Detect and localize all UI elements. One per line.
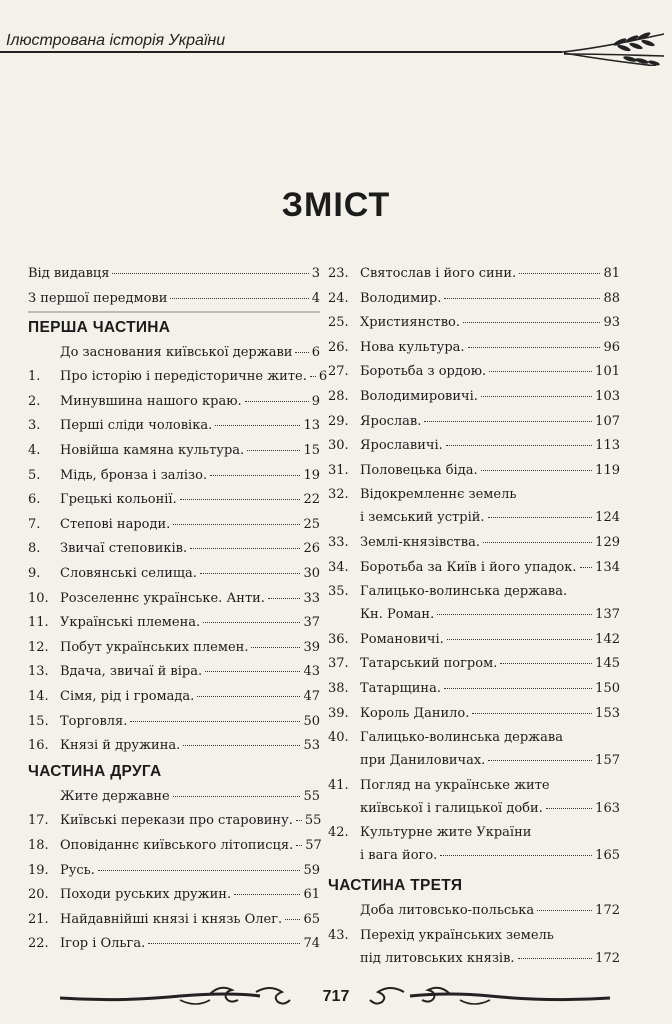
toc-entry[interactable]: 39. Король Данило. 153 [328, 705, 620, 721]
toc-entry[interactable]: 9. Словянські селища. 30 [28, 566, 320, 582]
part-heading: ЧАСТИНА ДРУГА [28, 762, 162, 780]
wheat-ornament-icon [560, 26, 666, 66]
toc-entry[interactable]: 30. Ярославичі. 113 [328, 438, 620, 454]
toc-entry[interactable]: 18. Оповіданнє київського літописця. 57 [28, 837, 322, 853]
toc-entry[interactable]: 27. Боротьба з ордою. 101 [328, 364, 620, 380]
toc-entry[interactable]: 20. Походи руських дружин. 61 [28, 887, 320, 903]
toc-entry[interactable]: 16. Князі й дружина. 53 [28, 738, 320, 754]
toc-entry[interactable]: 37. Татарський погром. 145 [328, 656, 620, 672]
toc-entry[interactable]: 43. Перехід українських земель під литовських князів. 172 [328, 927, 620, 966]
page-title: ЗМІСТ [281, 186, 391, 224]
toc-entry[interactable]: 29. Ярослав. 107 [328, 413, 620, 429]
toc-entry[interactable]: 23. Святослав і його сини. 81 [328, 266, 620, 281]
toc-entry[interactable]: 13. Вдача, звичаї й віра. 43 [28, 664, 320, 680]
toc-entry[interactable]: 22. Ігор і Ольга. 74 [28, 936, 320, 952]
toc-entry[interactable]: 34. Боротьба за Київ і його упадок. 134 [328, 559, 620, 575]
toc-entry[interactable]: 36. Романовичі. 142 [328, 631, 620, 647]
part-heading: ПЕРША ЧАСТИНА [28, 318, 171, 336]
toc-entry[interactable]: 24. Володимир. 88 [328, 290, 620, 306]
toc-entry[interactable]: Доба литовсько-польська 172 [360, 903, 620, 919]
right-flourish-icon [360, 984, 610, 1010]
toc-entry[interactable]: 17. Київські перекази про старовину. 55 [28, 813, 322, 829]
toc-entry[interactable]: 32. Відокремленнє земель і земський устрій. 124 [328, 487, 620, 526]
toc-entry[interactable]: 35. Галицько-волинська держава. Кн. Роман. 137 [328, 584, 620, 623]
toc-entry[interactable]: 1. Про історію і передісторичне жите. 6 [28, 369, 328, 385]
toc-entry[interactable]: Жите державне 55 [60, 788, 320, 804]
toc-entry[interactable]: Від видавця 3 [28, 266, 320, 281]
toc-entry[interactable]: 33. Землі-князівства. 129 [328, 534, 620, 550]
toc-right-column [328, 266, 620, 975]
toc-entry[interactable]: 5. Мідь, бронза і залізо. 19 [28, 467, 320, 483]
toc-entry[interactable]: 6. Грецькі кольонії. 22 [28, 492, 320, 508]
page-number: 717 [322, 988, 350, 1005]
running-title: Ілюстрована історія України [6, 32, 226, 49]
toc-entry[interactable]: З першої передмови 4 [28, 290, 320, 306]
toc-entry[interactable]: 14. Сімя, рід і громада. 47 [28, 689, 320, 704]
toc-entry[interactable]: 4. Новійша камяна культура. 15 [28, 443, 320, 459]
toc-entry[interactable]: 26. Нова культура. 96 [328, 339, 620, 355]
toc-entry[interactable]: 15. Торговля. 50 [28, 713, 320, 729]
toc-entry[interactable]: 41. Погляд на українське жите київської і галицької доби. 163 [328, 777, 620, 816]
toc-entry[interactable]: 38. Татарщина. 150 [328, 680, 620, 696]
section-divider [28, 311, 320, 313]
toc-entry[interactable]: 8. Звичаї степовиків. 26 [28, 541, 320, 557]
toc-entry[interactable]: 25. Християнство. 93 [328, 315, 620, 331]
header-rule [0, 51, 562, 53]
toc-entry[interactable]: 7. Степові народи. 25 [28, 516, 320, 532]
toc-left-column [28, 266, 328, 961]
running-header [0, 26, 672, 66]
toc-entry[interactable]: 2. Минувшина нашого краю. 9 [28, 393, 320, 409]
toc-entry[interactable]: 10. Розселеннє українське. Анти. 33 [28, 590, 320, 606]
toc-entry[interactable]: 40. Галицько-волинська держава при Даниловичах. 157 [328, 730, 620, 769]
toc-entry[interactable]: 19. Русь. 59 [28, 862, 320, 878]
toc-entry[interactable]: 42. Культурне жите України і вага його. 165 [328, 825, 620, 864]
part-heading: ЧАСТИНА ТРЕТЯ [328, 877, 463, 895]
toc-entry[interactable]: 31. Половецька біда. 119 [328, 462, 620, 478]
toc-entry[interactable]: До заснования київської держави 6 [60, 344, 320, 360]
toc-entry[interactable]: 12. Побут українських племен. 39 [28, 639, 320, 655]
page-footer [0, 982, 672, 1012]
toc-entry[interactable]: 3. Перші сліди чоловіка. 13 [28, 418, 320, 434]
toc-entry[interactable]: 21. Найдавнійші князі і князь Олег. 65 [28, 911, 320, 927]
toc-entry[interactable]: 11. Українські племена. 37 [28, 615, 320, 631]
toc-entry[interactable]: 28. Володимировичі. 103 [328, 388, 620, 404]
